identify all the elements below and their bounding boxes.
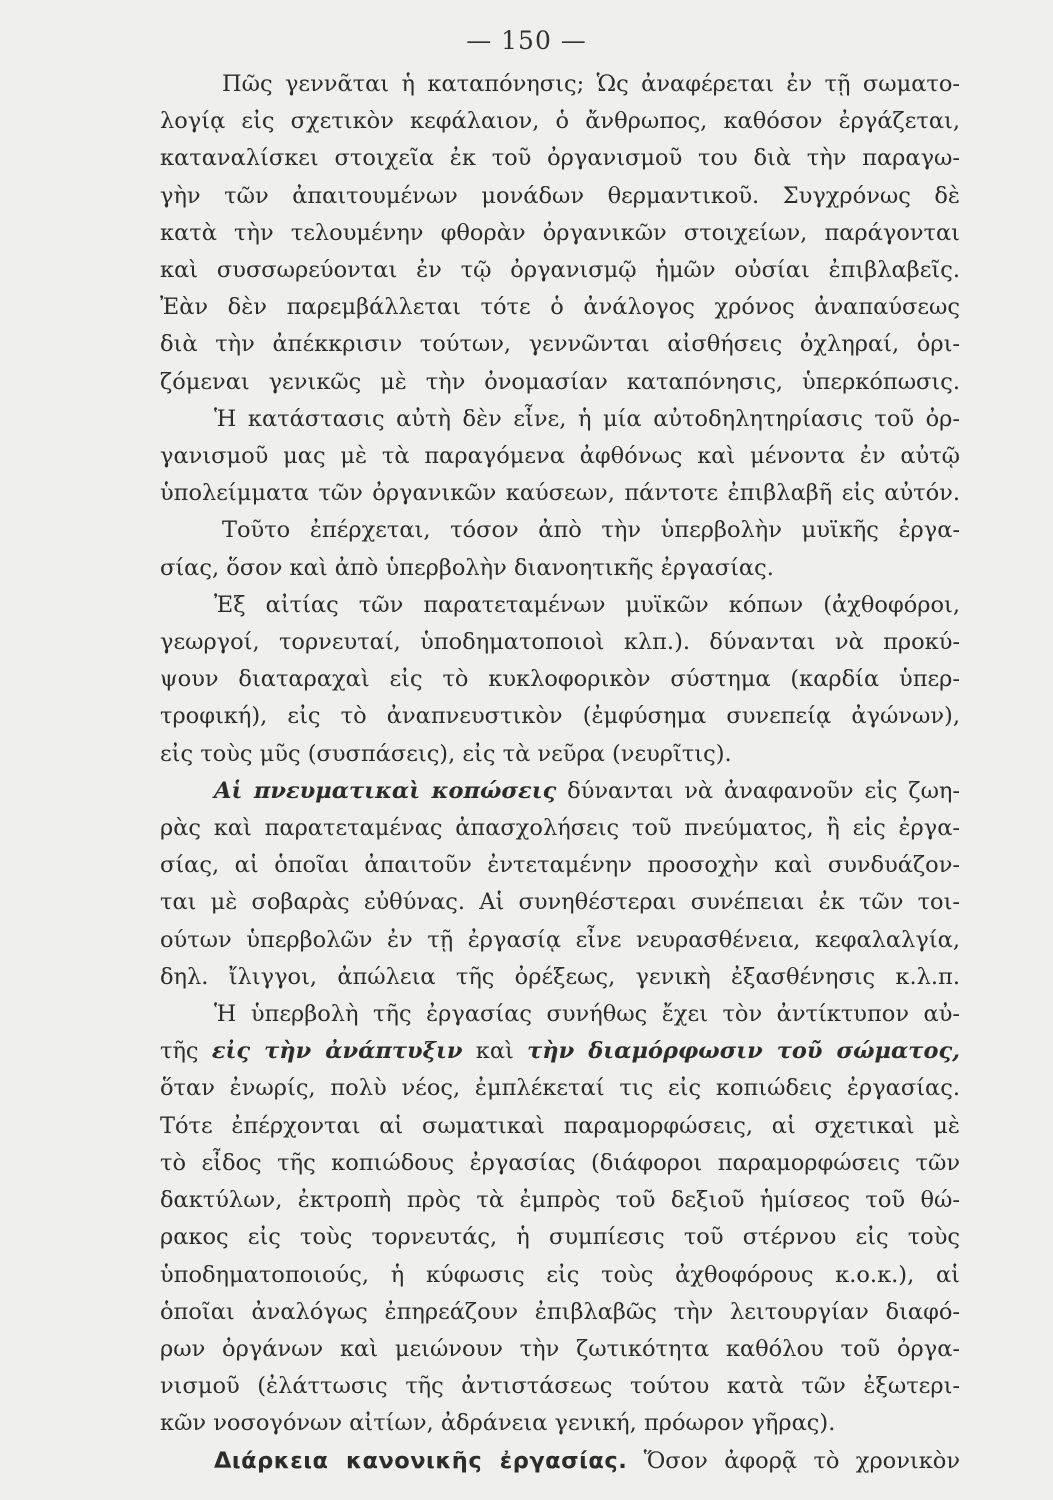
- line-text: ούτων ὑπερβολῶν ἐν τῇ ἐργασίᾳ εἶνε νευρασθένεια, κεφαλαλγία,: [160, 926, 960, 953]
- line-text: Πῶς γεννᾶται ἡ καταπόνησις; Ὡς ἀναφέρεται ἐν τῇ σωματο-: [222, 71, 960, 97]
- text-line: [160, 364, 960, 401]
- line-text: κατὰ τὴν τελουμένην φθορὰν ὀργανικῶν στοιχείων, παράγονται: [160, 219, 960, 246]
- text-line: [160, 401, 960, 438]
- line-text: ὁποῖαι ἀναλόγως ἐπηρεάζουν ἐπιβλαβῶς τὴν λειτουργίαν διαφό-: [160, 1298, 960, 1325]
- text-line: [160, 550, 960, 587]
- text-line: [160, 1443, 960, 1480]
- body-text: [160, 66, 960, 1480]
- line-text: τῆς: [160, 1038, 212, 1065]
- text-line: [160, 1331, 960, 1368]
- text-line: [160, 1108, 960, 1145]
- line-text: Ἐὰν δὲν παρεμβάλλεται τότε ὁ ἀνάλογος χρόνος ἀναπαύσεως: [160, 294, 960, 321]
- line-text: ται μὲ σοβαρὰς εὐθύνας. Αἱ συνηθέστεραι συνέπειαι ἐκ τῶν τοι-: [160, 889, 960, 916]
- line-text: Ἡ ὑπερβολὴ τῆς ἐργασίας συνήθως ἔχει τὸν ἀντίκτυπον αὐ-: [214, 1001, 960, 1028]
- text-line: [160, 1405, 960, 1442]
- text-line: [160, 810, 960, 847]
- line-text: σίας, ὅσον καὶ ἀπὸ ὑπερβολὴν διανοητικῆς ἐργασίας.: [160, 554, 774, 581]
- text-line: [160, 178, 960, 215]
- line-text: σίας, αἱ ὁποῖαι ἀπαιτοῦν ἐντεταμένην προσοχὴν καὶ συνδυάζον-: [160, 852, 960, 879]
- line-text: Ὅσον ἀφορᾷ τὸ χρονικὸν: [627, 1447, 960, 1474]
- text-line: [160, 1033, 960, 1070]
- line-text: ζόμεναι γενικῶς μὲ τὴν ὀνομασίαν καταπόνησις, ὑπερκόπωσις.: [160, 368, 960, 395]
- line-text: ὅταν ἐνωρίς, πολὺ νέος, ἐμπλέκεταί τις εἰς κοπιώδεις ἐργασίας.: [160, 1075, 960, 1102]
- text-line: [160, 922, 960, 959]
- line-text: καταναλίσκει στοιχεῖα ἐκ τοῦ ὀργανισμοῦ του διὰ τὴν παραγω-: [160, 145, 960, 172]
- text-line: [160, 698, 960, 735]
- page-number: — 150 —: [466, 26, 587, 55]
- text-line: [160, 103, 960, 140]
- line-text: ρων ὀργάνων καὶ μειώνουν τὴν ζωτικότητα καθόλου τοῦ ὀργα-: [160, 1335, 960, 1362]
- line-text: ὑπολείμματα τῶν ὀργανικῶν καύσεων, πάντοτε ἐπιβλαβῆ εἰς αὐτόν.: [160, 480, 960, 507]
- section-heading: Διάρκεια κανονικῆς ἐργασίας.: [214, 1447, 628, 1474]
- text-line: [160, 587, 960, 624]
- text-line: [160, 1182, 960, 1219]
- line-text: ρακος εἰς τοὺς τορνευτάς, ἡ συμπίεσις τοῦ στέρνου εἰς τοὺς: [160, 1224, 960, 1251]
- line-text: εἰς τοὺς μῦς (συσπάσεις), εἰς τὰ νεῦρα (νευρῖτις).: [160, 740, 732, 767]
- line-text: ψουν διαταραχαὶ εἰς τὸ κυκλοφορικὸν σύστημα (καρδία ὑπερ-: [160, 666, 960, 693]
- line-text: γὴν τῶν ἀπαιτουμένων μονάδων θερμαντικοῦ. Συγχρόνως δὲ: [160, 182, 960, 209]
- line-text: λογίᾳ εἰς σχετικὸν κεφάλαιον, ὁ ἄνθρωπος, καθόσον ἐργάζεται,: [160, 108, 960, 135]
- line-text: ὑποδηματοποιούς, ἡ κύφωσις εἰς τοὺς ἀχθοφόρους κ.ο.κ.), αἱ: [160, 1261, 960, 1288]
- text-line: [160, 1219, 960, 1256]
- line-text: τὸ εἶδος τῆς κοπιώδους ἐργασίας (διάφοροι παραμορφώσεις τῶν: [160, 1149, 960, 1176]
- line-text: γανισμοῦ μας μὲ τὰ παραγόμενα ἀφθόνως καὶ μένοντα ἐν αὐτῷ: [160, 443, 960, 470]
- text-line: [160, 66, 960, 103]
- text-line: [160, 773, 960, 810]
- text-line: [160, 624, 960, 661]
- line-text: δηλ. ἴλιγγοι, ἀπώλεια τῆς ὀρέξεως, γενικὴ ἐξασθένησις κ.λ.π.: [160, 963, 960, 990]
- text-line: [160, 1257, 960, 1294]
- text-line: [160, 996, 960, 1033]
- text-line: [160, 847, 960, 884]
- line-text: γεωργοί, τορνευταί, ὑποδηματοποιοὶ κλπ.). δύνανται νὰ προκύ-: [160, 629, 960, 656]
- text-line: [160, 140, 960, 177]
- text-line: [160, 475, 960, 512]
- text-line: [160, 1368, 960, 1405]
- line-text: νισμοῦ (ἐλάττωσις τῆς ἀντιστάσεως τούτου κατὰ τῶν ἐξωτερι-: [160, 1373, 960, 1400]
- line-text: διὰ τὴν ἀπέκκρισιν τούτων, γεννῶνται αἰσθήσεις ὀχληραί, ὁρι-: [160, 331, 960, 358]
- text-line: [160, 661, 960, 698]
- text-line: [160, 1070, 960, 1107]
- text-line: [160, 512, 960, 549]
- text-line: [160, 736, 960, 773]
- emphasis-text: τὴν διαμόρφωσιν τοῦ σώματος,: [527, 1038, 960, 1065]
- text-line: [160, 289, 960, 326]
- line-text: καὶ: [462, 1038, 528, 1065]
- text-line: [160, 1145, 960, 1182]
- line-text: Τοῦτο ἐπέρχεται, τόσον ἀπὸ τὴν ὑπερβολὴν μυϊκῆς ἐργα-: [222, 517, 960, 544]
- text-line: [160, 252, 960, 289]
- line-text: Ἡ κατάστασις αὐτὴ δὲν εἶνε, ἡ μία αὐτοδηλητηρίασις τοῦ ὀρ-: [214, 405, 960, 432]
- line-text: Τότε ἐπέρχονται αἱ σωματικαὶ παραμορφώσεις, αἱ σχετικαὶ μὲ: [160, 1112, 960, 1139]
- line-text: ρὰς καὶ παρατεταμένας ἀπασχολήσεις τοῦ πνεύματος, ἢ εἰς ἐργα-: [160, 815, 960, 842]
- text-line: [160, 884, 960, 921]
- emphasis-text: Αἱ πνευματικαὶ κοπώσεις: [214, 777, 557, 804]
- text-line: [160, 1294, 960, 1331]
- line-text: κῶν νοσογόνων αἰτίων, ἀδράνεια γενική, πρόωρον γῆρας).: [160, 1410, 836, 1437]
- text-line: [160, 959, 960, 996]
- line-text: δακτύλων, ἐκτροπὴ πρὸς τὰ ἐμπρὸς τοῦ δεξιοῦ ἡμίσεος τοῦ θώ-: [160, 1187, 960, 1214]
- line-text: Ἐξ αἰτίας τῶν παρατεταμένων μυϊκῶν κόπων (ἀχθοφόροι,: [214, 591, 960, 618]
- line-text: δύνανται νὰ ἀναφανοῦν εἰς ζωη-: [556, 777, 960, 804]
- line-text: τροφική), εἰς τὸ ἀναπνευστικὸν (ἐμφύσημα συνεπείᾳ ἀγώνων),: [160, 703, 960, 730]
- line-text: καὶ συσσωρεύονται ἐν τῷ ὀργανισμῷ ἡμῶν οὐσίαι ἐπιβλαβεῖς.: [160, 257, 960, 284]
- emphasis-text: εἰς τὴν ἀνάπτυξιν: [211, 1038, 463, 1065]
- text-line: [160, 215, 960, 252]
- text-line: [160, 438, 960, 475]
- text-line: [160, 326, 960, 363]
